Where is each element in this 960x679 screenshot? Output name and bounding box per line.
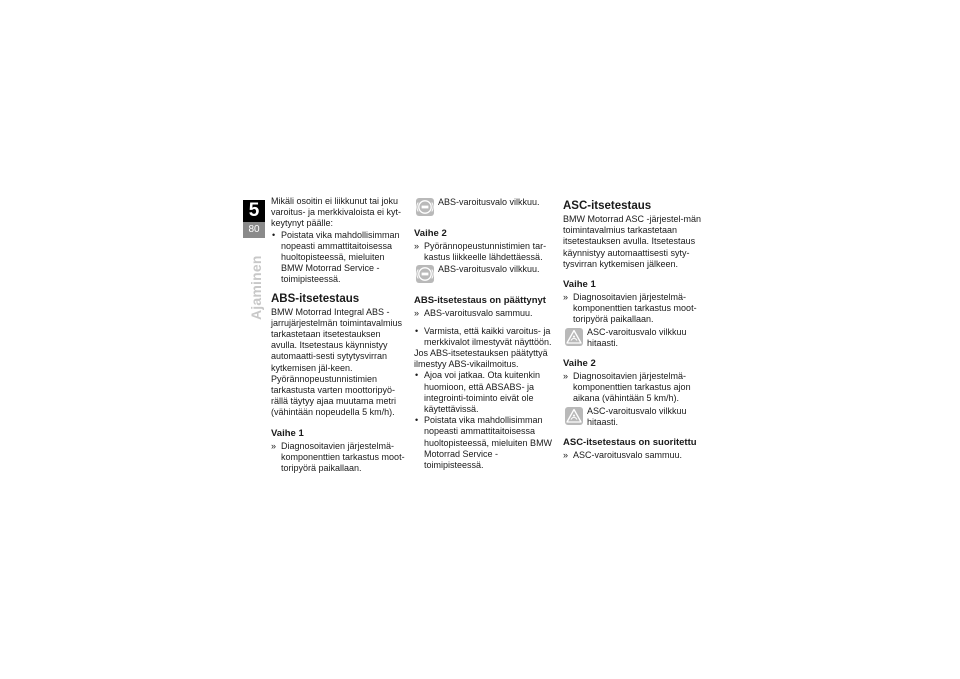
- bullet-item: • Poistata vika mahdollisimman nopeasti ammattitaitoisessa huoltopisteessä, mieluiten BMW Motorrad Service -toimipisteessä.: [414, 415, 554, 471]
- intro-text: Mikäli osoitin ei liikkunut tai joku varoitus- ja merkkivaloista ei kyt-keytynyt päälle:: [271, 196, 402, 229]
- section-heading-asc-end: ASC-itsetestaus on suoritettu: [563, 437, 697, 449]
- step-heading: Vaihe 2: [563, 358, 596, 370]
- bullet-item: • Ajoa voi jatkaa. Ota kuitenkin huomioon, että ABSABS- ja integrointi-toiminto eivät ole käytettävissä.: [414, 370, 554, 415]
- paragraph: BMW Motorrad Integral ABS -jarrujärjestelmän toimintavalmius tarkastetaan itsetestauksen avulla. Itsetestaus käynnistyy automaatti-sesti sytytysvirran kytkemisen jäl-keen. Pyörännopeustunnistimien tarkastusta varten moottoripyö-rällä täytyy ajaa muutama metri (vähintään nopeudella 5 km/h).: [271, 306, 403, 418]
- section-heading-abs-end: ABS-itsetestaus on päättynyt: [414, 295, 546, 307]
- column-2: [414, 196, 554, 471]
- paragraph: Jos ABS-itsetestauksen päätyttyä ilmestyy ABS-vikailmoitus.: [414, 348, 548, 370]
- warning-note: [563, 327, 703, 349]
- step-heading: Vaihe 1: [563, 279, 596, 291]
- asc-warning-icon: [565, 328, 583, 346]
- abs-warning-icon: [416, 265, 434, 283]
- section-heading-abs: ABS-itsetestaus: [271, 292, 360, 305]
- abs-warning-icon: [416, 198, 434, 216]
- warning-text: ABS-varoitusvalo vilkkuu.: [438, 264, 540, 275]
- step-item: » Diagnosoitavien järjestelmä-komponenttien tarkastus ajon aikana (vähintään 5 km/h).: [563, 371, 703, 405]
- warning-text: ABS-varoitusvalo vilkkuu.: [438, 197, 540, 207]
- warning-text: ASC-varoitusvalo vilkkuu hitaasti.: [587, 405, 687, 427]
- page-number: 80: [243, 222, 265, 238]
- chapter-number: 5: [243, 200, 265, 222]
- warning-note: [414, 264, 554, 286]
- step-heading: Vaihe 1: [271, 427, 304, 439]
- chapter-side-label: Ajaminen: [248, 255, 264, 320]
- column-1: [271, 196, 408, 474]
- step-item: » Pyörännopeustunnistimien tar-kastus liikkeelle lähdettäessä.: [414, 241, 554, 263]
- step-item: » ABS-varoitusvalo sammuu.: [414, 308, 554, 319]
- bullet-item: • Varmista, että kaikki varoitus- ja merkkivalot ilmestyvät näyttöön.: [414, 326, 554, 348]
- warning-note: [414, 197, 554, 219]
- chapter-tab: [243, 200, 265, 238]
- step-item: » ASC-varoitusvalo sammuu.: [563, 450, 703, 461]
- step-item: » Diagnosoitavien järjestelmä-komponenttien tarkastus moot-toripyörä paikallaan.: [563, 292, 703, 326]
- section-heading-asc: ASC-itsetestaus: [563, 200, 652, 212]
- column-3: [563, 196, 703, 461]
- bullet-item: • Poistata vika mahdollisimman nopeasti ammattitaitoisessa huoltopisteessä, mieluiten BMW Motorrad Service -toimipisteessä.: [271, 230, 408, 286]
- paragraph: BMW Motorrad ASC -järjestel-män toimintavalmius tarkastetaan itsetestauksen avulla. Itsetestaus käynnistyy automaattisesti syty-tysvirran kytkemisen jälkeen.: [563, 214, 702, 269]
- step-item: » Diagnosoitavien järjestelmä-komponenttien tarkastus moot-toripyörä paikallaan.: [271, 441, 408, 475]
- warning-note: [563, 406, 703, 428]
- asc-warning-icon: [565, 407, 583, 425]
- warning-text: ASC-varoitusvalo vilkkuu hitaasti.: [587, 326, 687, 348]
- step-heading: Vaihe 2: [414, 228, 447, 239]
